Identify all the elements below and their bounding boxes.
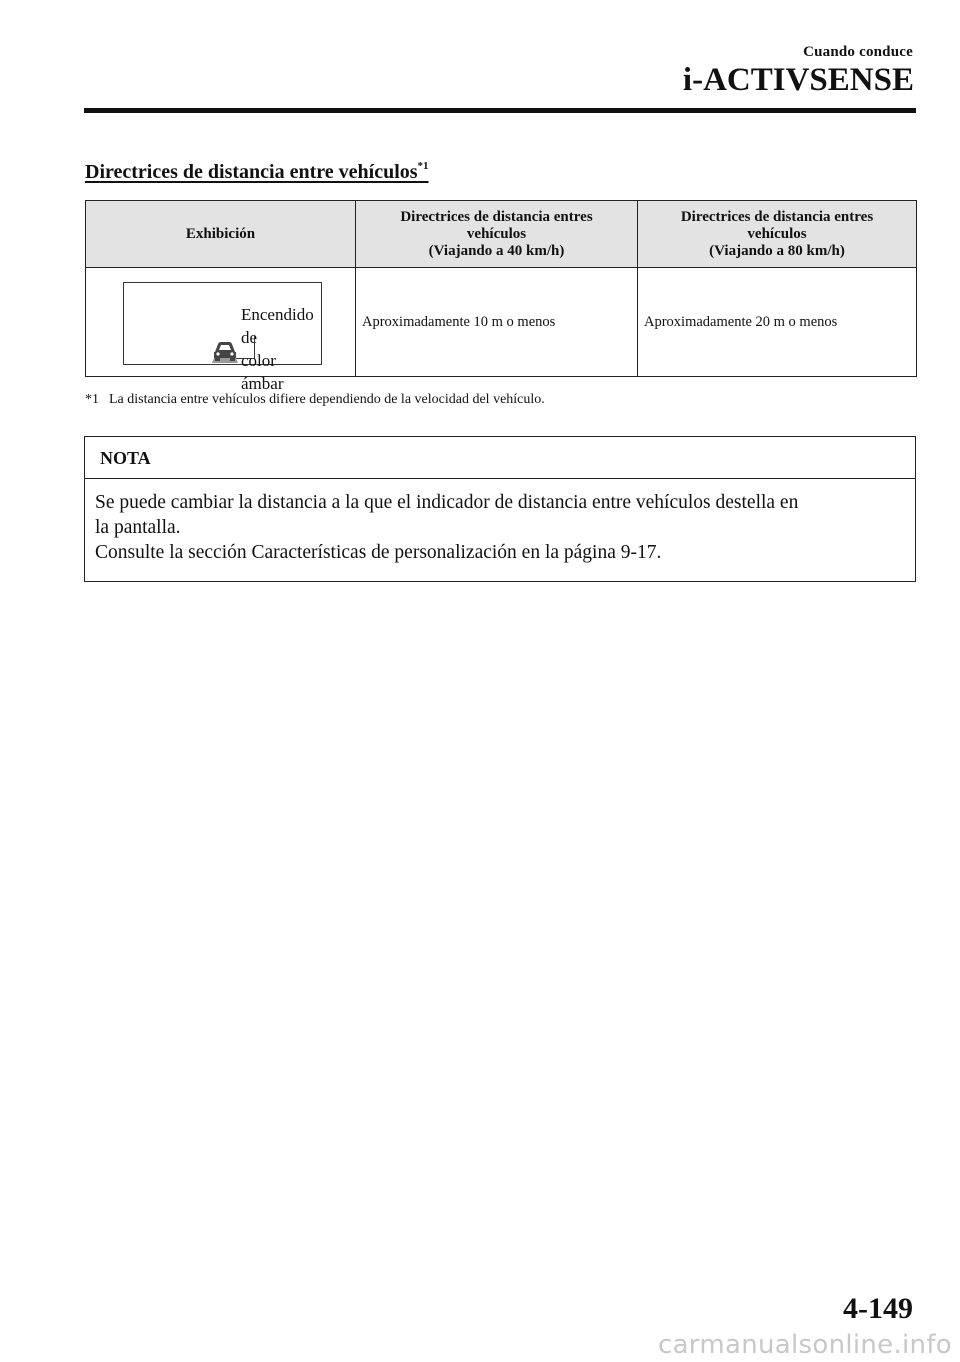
column-header-display: Exhibición xyxy=(86,201,356,268)
note-box xyxy=(84,436,916,582)
note-line: Se puede cambiar la distancia a la que el indicador de distancia entre vehículos destella en xyxy=(95,492,799,513)
header-chapter-title: i-ACTIVSENSE xyxy=(682,62,914,98)
section-heading-text: Directrices de distancia entre vehículos xyxy=(85,161,418,183)
header-rule xyxy=(84,108,916,113)
value-80kmh: Aproximadamente 20 m o menos xyxy=(638,268,917,377)
note-body xyxy=(85,479,915,565)
footnote-mark: *1 xyxy=(85,392,99,407)
table-row xyxy=(86,268,917,377)
section-heading xyxy=(85,160,429,184)
distance-guide-table xyxy=(85,200,917,393)
display-illustration xyxy=(123,282,322,393)
footnote-text: La distancia entre vehículos difiere dependiendo de la velocidad del vehículo. xyxy=(109,392,545,407)
value-40kmh: Aproximadamente 10 m o menos xyxy=(356,268,638,377)
footnote xyxy=(85,392,545,408)
note-line: la pantalla. xyxy=(95,517,181,538)
note-title: NOTA xyxy=(85,437,915,479)
page-number: 4-149 xyxy=(843,1292,913,1325)
display-cell xyxy=(86,268,356,393)
table-header-row xyxy=(86,201,917,268)
watermark: carmanualsonline.info xyxy=(657,1330,952,1360)
column-header-80kmh: Directrices de distancia entres vehículos (Viajando a 80 km/h) xyxy=(638,201,917,268)
header-section-title: Cuando conduce xyxy=(803,44,913,60)
column-header-40kmh: Directrices de distancia entres vehículos (Viajando a 40 km/h) xyxy=(356,201,638,268)
note-line: Consulte la sección Características de personalización en la página 9-17. xyxy=(95,542,662,563)
display-callout-label: Encendido de color ámbar xyxy=(241,305,314,393)
car-following-distance-icon xyxy=(208,337,242,365)
footnote-reference: *1 xyxy=(417,160,429,172)
